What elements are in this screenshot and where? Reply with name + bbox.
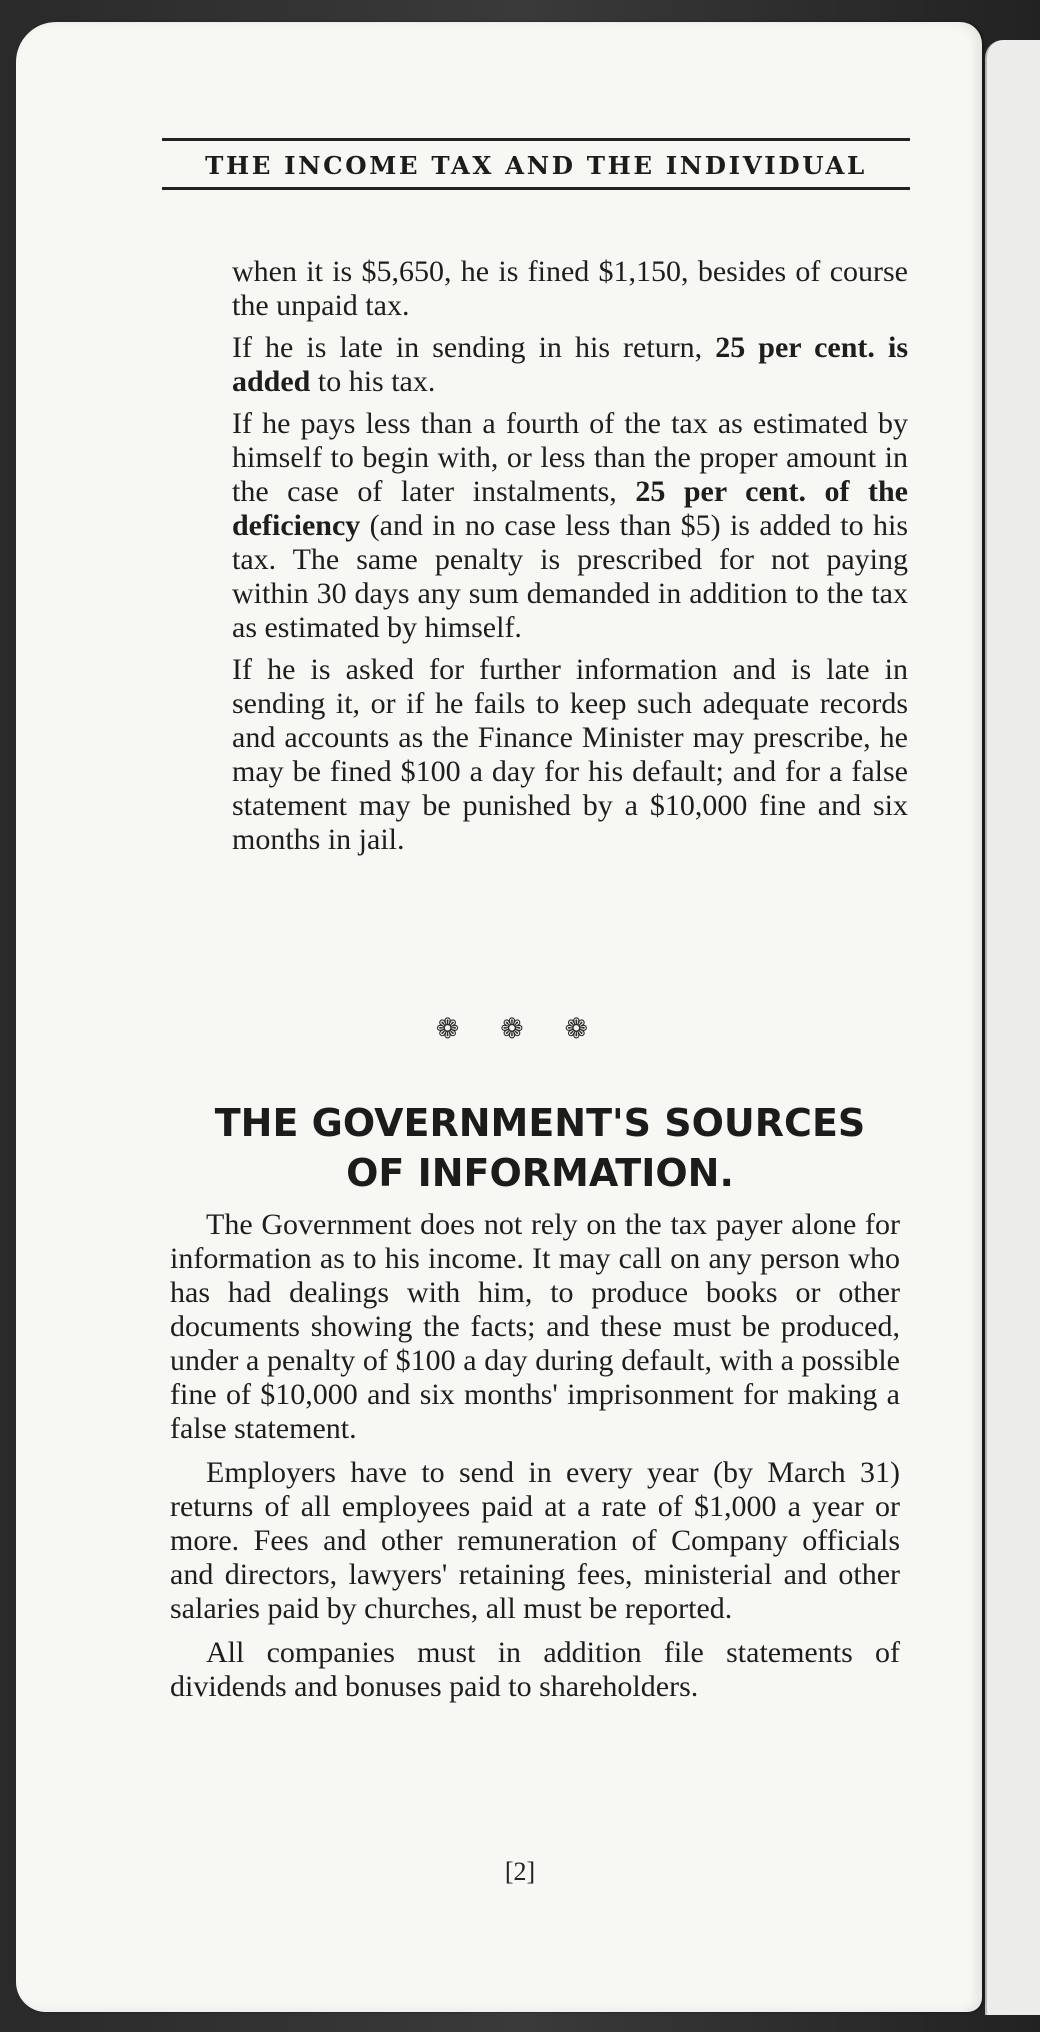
underpayment-emphasis: 25 per cent. of the deficiency	[232, 475, 909, 542]
section-title-line-1: THE GOVERNMENT'S SOURCES	[214, 1101, 866, 1145]
penalty-text-block	[232, 255, 908, 865]
page-number: [2]	[504, 1857, 536, 1886]
paragraph-employers: Employers have to send in every year (by March 31) returns of all employees paid at a rate of $1,000 a year or more. Fees and other remuneration of Company officials and directors, lawyers' retaining fees, ministerial and other salaries paid by churches, all must be reported.	[170, 1456, 900, 1625]
late-return-text-end: to his tax.	[310, 365, 436, 398]
paragraph-records: If he is asked for further information and is late in sending it, or if he fails to keep such adequate records and accounts as the Finance Minister may prescribe, he may be fined $100 a day for his default; and for a false statement may be punished by a $10,000 fine and six months in jail.	[232, 653, 908, 856]
late-return-text: If he is late in sending in his return,	[232, 331, 716, 364]
section-title	[150, 1098, 930, 1198]
running-head: THE INCOME TAX AND THE INDIVIDUAL	[162, 138, 910, 190]
paragraph-companies: All companies must in addition file statements of dividends and bonuses paid to shareholders.	[170, 1636, 900, 1703]
paragraph-underpayment	[232, 407, 908, 645]
paragraph-fine-amount: when it is $5,650, he is fined $1,150, besides of course the unpaid tax.	[232, 255, 908, 322]
underpayment-text: If he pays less than a fourth of the tax as estimated by himself to begin with, or less than the proper amount in the case of later instalments,	[232, 407, 908, 508]
section-title-line-2: OF INFORMATION.	[346, 1151, 734, 1195]
section-ornament: ❁ ❁ ❁	[435, 1012, 605, 1045]
late-return-emphasis: 25 per cent. is added	[232, 331, 908, 398]
underpayment-text-end: (and in no case less than $5) is added to his tax. The same penalty is prescribed for not paying within 30 days any sum demanded in addition to the tax as estimated by himself.	[232, 509, 908, 644]
paragraph-late-return	[232, 331, 908, 399]
paragraph-government-sources: The Government does not rely on the tax payer alone for information as to his income. It may call on any person who has had dealings with him, to produce books or other documents showing the facts; and these must be produced, under a penalty of $100 a day during default, with a possible fine of $10,000 and six months' imprisonment for making a false statement.	[170, 1208, 900, 1445]
sources-text-block	[170, 1208, 900, 1714]
